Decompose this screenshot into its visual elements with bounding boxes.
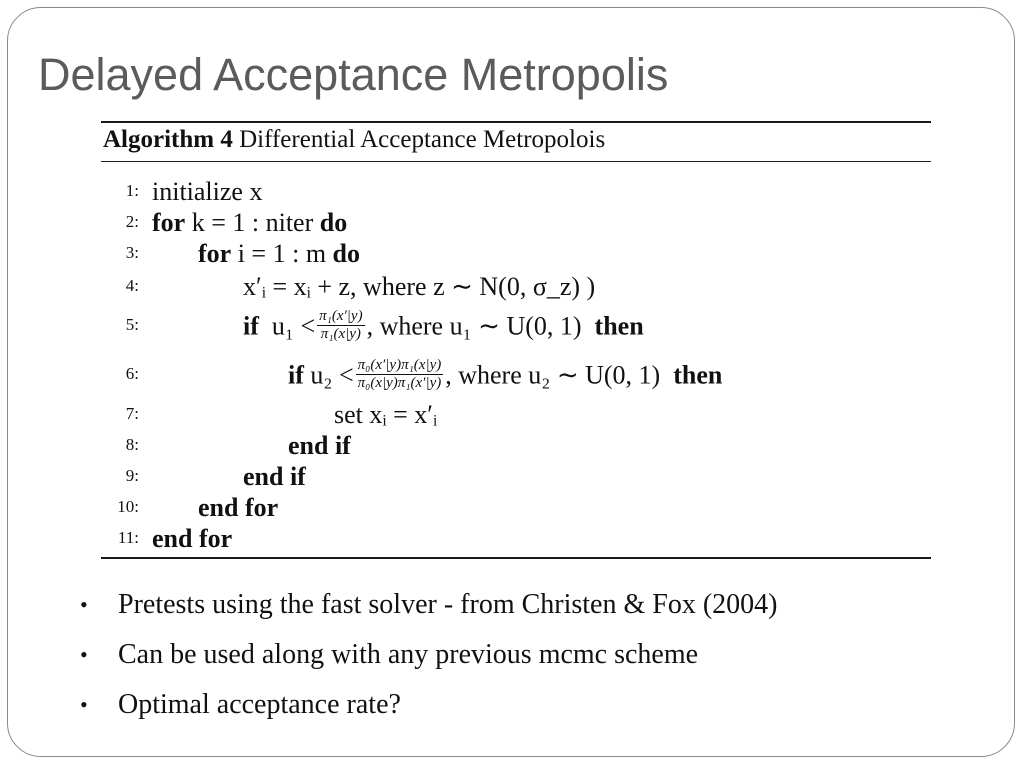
bullet-item	[80, 588, 777, 638]
line-text: k = 1 : niter	[191, 208, 314, 237]
line-code	[243, 272, 595, 302]
fraction-numerator: π₀(x′|y)π₁(x|y)	[357, 357, 442, 373]
algorithm-label: Algorithm 4	[103, 126, 233, 153]
line-text: i = 1 : m	[237, 239, 327, 268]
slide-title: Delayed Acceptance Metropolis	[38, 49, 669, 100]
bullet-item	[80, 688, 777, 738]
line-text: u₂ <	[310, 360, 354, 390]
algorithm-line	[101, 462, 931, 492]
line-number: 11:	[117, 528, 139, 547]
keyword: end for	[152, 524, 233, 553]
algorithm-box	[101, 121, 931, 559]
keyword: then	[673, 360, 723, 390]
bullet-dot-icon: •	[80, 642, 88, 667]
bullet-dot-icon: •	[80, 692, 88, 717]
line-text: u₁ <	[271, 311, 316, 341]
keyword: if	[243, 311, 259, 341]
fraction-numerator: π₁(x′|y)	[319, 308, 363, 324]
line-code	[152, 524, 232, 554]
keyword: for	[198, 239, 232, 268]
line-code	[288, 431, 351, 461]
fraction-denominator: π₁(x|y)	[320, 326, 361, 342]
algorithm-line	[101, 177, 931, 207]
line-number: 3:	[125, 243, 139, 262]
line-number: 1:	[125, 181, 139, 200]
line-text-after: , where u₁ ∼ U(0, 1)	[366, 311, 582, 341]
keyword: do	[332, 239, 361, 268]
line-text: x′ᵢ = xᵢ + z, where z ∼ N(0, σ_z) )	[243, 272, 596, 301]
algorithm-line	[101, 239, 931, 269]
line-code	[198, 239, 360, 269]
line-number: 6:	[125, 364, 139, 383]
algorithm-line	[101, 272, 931, 302]
algorithm-line	[101, 308, 931, 342]
line-text: initialize x	[152, 177, 263, 206]
algorithm-line	[101, 357, 931, 391]
bullet-item	[80, 638, 777, 688]
keyword: end if	[243, 462, 306, 491]
line-code	[152, 177, 262, 207]
algorithm-bottom-rule	[101, 557, 931, 559]
line-number: 10:	[117, 497, 139, 516]
algorithm-line	[101, 493, 931, 523]
line-text-after: , where u₂ ∼ U(0, 1)	[445, 360, 661, 390]
fraction	[317, 308, 364, 343]
line-code	[198, 493, 278, 523]
line-code	[152, 208, 347, 238]
algorithm-name: Differential Acceptance Metropolois	[239, 126, 606, 153]
algorithm-caption	[103, 126, 605, 154]
keyword: end for	[198, 493, 279, 522]
keyword: for	[152, 208, 186, 237]
line-code	[243, 462, 306, 492]
bullet-text: Can be used along with any previous mcmc scheme	[118, 639, 699, 670]
line-number: 8:	[125, 435, 139, 454]
keyword: then	[594, 311, 644, 341]
fraction	[356, 357, 444, 392]
algorithm-line	[101, 524, 931, 554]
line-code	[288, 357, 723, 395]
line-number: 5:	[125, 315, 139, 334]
line-number: 2:	[125, 212, 139, 231]
bullet-text: Pretests using the fast solver - from Christen & Fox (2004)	[118, 589, 778, 620]
algorithm-mid-rule	[101, 161, 931, 162]
keyword: if	[288, 360, 304, 390]
line-code	[334, 400, 437, 430]
line-number: 4:	[125, 276, 139, 295]
algorithm-line	[101, 431, 931, 461]
algorithm-line	[101, 208, 931, 238]
bullet-text: Optimal acceptance rate?	[118, 689, 401, 720]
line-code	[243, 308, 644, 346]
line-text: set xᵢ = x′ᵢ	[334, 400, 438, 429]
algorithm-top-rule	[101, 121, 931, 123]
bullet-dot-icon: •	[80, 592, 88, 617]
bullet-list	[80, 588, 777, 738]
keyword: end if	[288, 431, 351, 460]
algorithm-line	[101, 400, 931, 430]
line-number: 7:	[125, 404, 139, 423]
keyword: do	[319, 208, 348, 237]
fraction-denominator: π₀(x|y)π₁(x′|y)	[357, 375, 442, 391]
line-number: 9:	[125, 466, 139, 485]
